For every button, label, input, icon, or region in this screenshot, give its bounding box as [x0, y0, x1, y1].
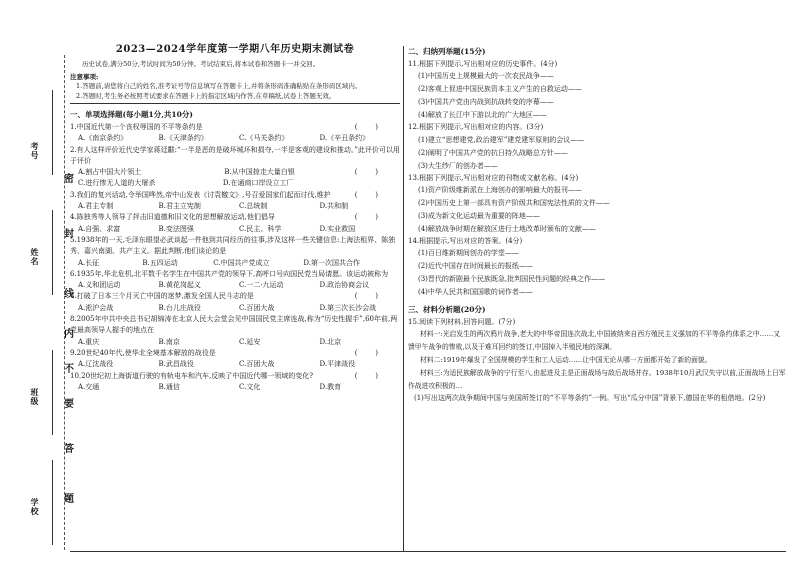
option-d[interactable]: D.第三次长沙会战: [319, 303, 377, 312]
material-2: [408, 354, 786, 367]
question-7: [70, 291, 400, 302]
seal-char: 不: [64, 364, 74, 375]
binding-strip: [12, 60, 76, 550]
option-a[interactable]: A.淞沪会战: [78, 303, 114, 312]
section-heading-analysis: 三、材料分析题(20分): [408, 305, 486, 315]
question-11: 11.根据下列提示,写出相对应的历史事件。(4分): [408, 60, 558, 68]
question-1: [70, 122, 400, 133]
fill-item[interactable]: (4)解放战争时期在解放区进行土地改革时颁布的文献——: [418, 224, 596, 233]
seal-char: 要: [64, 399, 74, 410]
seal-char: 密: [64, 174, 74, 185]
exam-number-line[interactable]: [52, 90, 53, 175]
option-b[interactable]: B.武昌战役: [158, 360, 194, 369]
option-d[interactable]: D.第一次国共合作: [303, 258, 360, 267]
binding-dash-line: [64, 55, 65, 550]
answer-bracket[interactable]: ( ): [354, 292, 378, 301]
option-b[interactable]: B.君主立宪制: [158, 202, 201, 211]
options-row: [70, 133, 400, 144]
fill-item[interactable]: (1)中国历史上规模最大的一次农民战争——: [418, 72, 554, 81]
answer-bracket[interactable]: ( ): [354, 190, 378, 199]
question-2: 2.有人这样评价近代史学家蒋廷黻:“一半是恶的是破坏城坏和损夺,一半是客观的建设和推动。”此评价可以用于评价: [70, 145, 400, 165]
option-b[interactable]: B.通信: [158, 382, 180, 391]
question-10: [70, 371, 400, 382]
fill-item[interactable]: (3)成为新文化运动最为重要的阵地——: [418, 211, 540, 220]
option-a[interactable]: A.《南京条约》: [78, 134, 128, 143]
option-c[interactable]: C.《马关条约》: [239, 134, 289, 143]
fill-item[interactable]: (2)近代中国存在时间最长的报纸——: [418, 262, 533, 271]
material-3: [408, 367, 786, 393]
question-4: [70, 212, 400, 223]
material-label: 材料二:: [420, 356, 443, 365]
answer-bracket[interactable]: ( ): [354, 371, 378, 380]
option-b[interactable]: B.变法图强: [158, 224, 194, 233]
option-d[interactable]: D.《辛丑条约》: [319, 134, 370, 143]
option-b[interactable]: B.五四运动: [142, 258, 178, 267]
option-c[interactable]: C.百团大战: [239, 360, 275, 369]
question-stem: 7.打破了日本三个月灭亡中国的迷梦,激发全国人民斗志的是: [70, 292, 254, 301]
option-a[interactable]: A.义和团运动: [78, 281, 121, 290]
options-row: [70, 178, 400, 189]
material-text: 光启发生的两次鸦片战争,老大的中华帝国连次战北,中国被纳来自西方殖民主义强加的不平等条约体系之中……又馈甲午战争的惨败,以及于难耳回约的签订,中国掉入半殖民地的深渊。: [408, 330, 781, 352]
option-b[interactable]: B.黄花岗起义: [158, 281, 201, 290]
option-a[interactable]: A.割占中国大片领土: [78, 168, 142, 177]
options-row: [70, 337, 400, 348]
fill-item[interactable]: (1)资产阶级维新派在上海创办的影响最大的报刊——: [418, 185, 582, 194]
school-line[interactable]: [52, 460, 53, 545]
material-1: [408, 328, 786, 354]
option-c[interactable]: C.中国共产党成立: [213, 258, 270, 267]
option-c[interactable]: C.百团大战: [239, 303, 275, 312]
option-a[interactable]: A.辽沈战役: [78, 360, 114, 369]
question-15-1: (1)写出这两次战争期间中国与美国所签订的“不平等条约”一例。写出“瓜分中国”背景下,德国在华的租借地。(2分): [414, 394, 766, 403]
question-stem: 3.我们的复兴话动,令举国哗然,帝中山发表《讨袁檄文》,号召爱国家们起而讨伐,维护: [70, 190, 331, 199]
fill-item[interactable]: (4)解放了长江中下游以北的广大地区——: [418, 111, 547, 120]
divider: [70, 103, 400, 104]
answer-bracket[interactable]: ( ): [354, 348, 378, 357]
option-a[interactable]: A.君主专制: [78, 202, 114, 211]
answer-bracket[interactable]: ( ): [354, 168, 378, 177]
answer-bracket[interactable]: ( ): [354, 123, 378, 131]
option-c[interactable]: C.文化: [239, 382, 261, 391]
fill-item[interactable]: (3)中国共产党由内战到抗战转变的序幕——: [418, 98, 554, 107]
seal-char: 线: [64, 289, 74, 300]
option-c[interactable]: C.进行惨无人道的大屠杀: [78, 179, 156, 188]
option-d[interactable]: D.实业救国: [319, 224, 356, 233]
seal-char: 题: [64, 494, 74, 505]
option-d[interactable]: D.共和制: [319, 202, 349, 211]
notes-heading: 注意事项:: [70, 73, 99, 81]
option-b[interactable]: B.台儿庄战役: [158, 303, 201, 312]
column-divider: [403, 46, 404, 551]
option-a[interactable]: A.交通: [78, 382, 100, 391]
fill-item[interactable]: (4)中华人民共和国国歌的词作者——: [418, 288, 533, 297]
class-label: 班级: [30, 388, 40, 406]
options-row: [70, 201, 400, 212]
section-heading-choice: 一、单项选择题(每小题1分,共10分): [70, 110, 193, 119]
option-d[interactable]: D.教育: [319, 382, 342, 391]
option-a[interactable]: A.重庆: [78, 337, 100, 346]
question-9: [70, 348, 400, 359]
option-a[interactable]: A.长征: [78, 258, 100, 267]
question-stem: 1.中国近代第一个丧权辱国的不平等条约是: [70, 123, 203, 131]
option-b[interactable]: B.《天津条约》: [158, 134, 208, 143]
question-5: 5.1938年的一天,毛泽东眼望必武谈起一件他到共同经历的往事,涉及这样一些关键信息:上海法租界、陈独秀、嘉兴南湖、共产主义。据此判断,他们谈论的是: [70, 235, 396, 256]
seal-char: 封: [64, 229, 74, 240]
seal-char: 答: [64, 444, 74, 455]
fill-item[interactable]: (2)客观上促进中国民族资本主义产生的自救运动——: [418, 85, 582, 94]
question-3: [70, 190, 400, 201]
options-row: [70, 303, 400, 314]
right-column: [408, 46, 786, 404]
material-text: 为适民族解放战争的宁行至八,由起进及主是正面战场与敌后战场并存。1938年10月武汉失守以前,正面战场上日军作战进攻积极的…: [408, 368, 786, 390]
options-row: [70, 382, 400, 393]
option-d[interactable]: D.在通商口岸设立工厂: [222, 179, 294, 188]
options-row: [70, 258, 400, 269]
school-label: 学校: [30, 498, 40, 516]
fill-item[interactable]: (1)百日维新期间创办的学堂——: [418, 249, 519, 258]
name-label: 姓名: [30, 248, 40, 266]
options-row: [70, 280, 400, 291]
question-stem: 9.20世纪40年代,使华北全境基本解放的战役是: [70, 348, 216, 357]
fill-item[interactable]: (2)阐明了中国共产党的抗日持久战略总方针——: [418, 148, 568, 157]
exam-number-label: 考号: [30, 142, 40, 160]
option-d[interactable]: D.政治协商会议: [319, 281, 370, 290]
option-c[interactable]: C.一二·九运动: [239, 281, 284, 290]
question-13: 13.根据下列提示,写出相对应的刊物或文献名称。(4分): [408, 173, 579, 182]
note-item: 2.答题时,考生务必按照考试要求在答题卡上的指定区域内作答,在草稿纸,试卷上答题无效。: [76, 92, 336, 100]
question-12: 12.根据下列提示,写出相对应的内容。(3分): [408, 123, 544, 132]
question-stem: 10.20世纪初上海街道行驶的有轨电车和汽车,反映了中国近代哪一领域的变化?: [70, 371, 314, 380]
note-item: 1.答题前,请您将自己的姓名,准考证号等信息填写在答题卡上,并将条形码准确粘贴在条形码区域内。: [76, 82, 362, 90]
option-c[interactable]: C.总统制: [239, 202, 268, 211]
question-stem: 4.陈独秀等人领导了抨击旧道德和旧文化的思想解放运动,他们倡导: [70, 213, 275, 222]
class-line[interactable]: [52, 350, 53, 435]
options-row: [70, 359, 400, 370]
fill-item[interactable]: (3)晋代的新剧最个民族既急,批判国民性问题的经典之作——: [418, 275, 606, 284]
material-label: 材料三:: [420, 368, 443, 377]
answer-bracket[interactable]: ( ): [354, 213, 378, 222]
options-row: [70, 167, 400, 178]
option-a[interactable]: A.自强、求富: [78, 224, 121, 233]
material-label: 材料一:: [420, 330, 443, 339]
exam-title: 2023—2024学年度第一学期八年历史期末测试卷: [115, 44, 355, 55]
option-d[interactable]: D.北京: [319, 337, 342, 346]
fill-item[interactable]: (2)中国历史上第一部具有资产阶级共和国宪法性质的文件——: [418, 198, 610, 207]
material-text: 1919年爆发了全国规模的学生和工人运动……让中国无论从哪一方面都开始了新的面貌。: [442, 356, 712, 365]
left-column: [70, 40, 400, 393]
page-bottom-rule: [70, 551, 786, 552]
options-row: [70, 224, 400, 235]
section-heading-list: 二、归纳列举题(15分): [408, 47, 486, 56]
option-b[interactable]: B.从中国掠走大量白银: [224, 168, 295, 177]
fill-item[interactable]: (3)大生纱厂的创办者——: [418, 161, 498, 170]
question-15: 15.阅读下列材料,回答问题。(7分): [408, 318, 516, 327]
option-d[interactable]: D.平津战役: [319, 360, 356, 369]
option-c[interactable]: C.民主、科学: [239, 224, 282, 233]
option-c[interactable]: C.延安: [239, 337, 261, 346]
exam-intro: 历史试卷,满分50分,考试时间为50分钟。考试结束后,将本试卷和答题卡一并交回。: [82, 60, 320, 68]
question-14: 14.根据提示,写出对应的答案。(4分): [408, 236, 523, 245]
name-line[interactable]: [52, 210, 53, 295]
fill-item[interactable]: (1)建立“思想建党,政治建军”建党建军原则的会议——: [418, 135, 585, 144]
question-6: 6.1935年,华北危机,北平数千名学生在中国共产党的领导下,高呼口号向国民党当局请愿。该运动被称为: [70, 269, 389, 278]
seal-char: 内: [64, 329, 74, 340]
option-b[interactable]: B.南京: [158, 337, 180, 346]
question-8: 8.2005年中共中央总书记胡锦涛在北京人民大会堂会见中国国民党主席连战,称为“历史性握手”,60年前,两党最高领导人握手的地点在: [70, 315, 398, 335]
